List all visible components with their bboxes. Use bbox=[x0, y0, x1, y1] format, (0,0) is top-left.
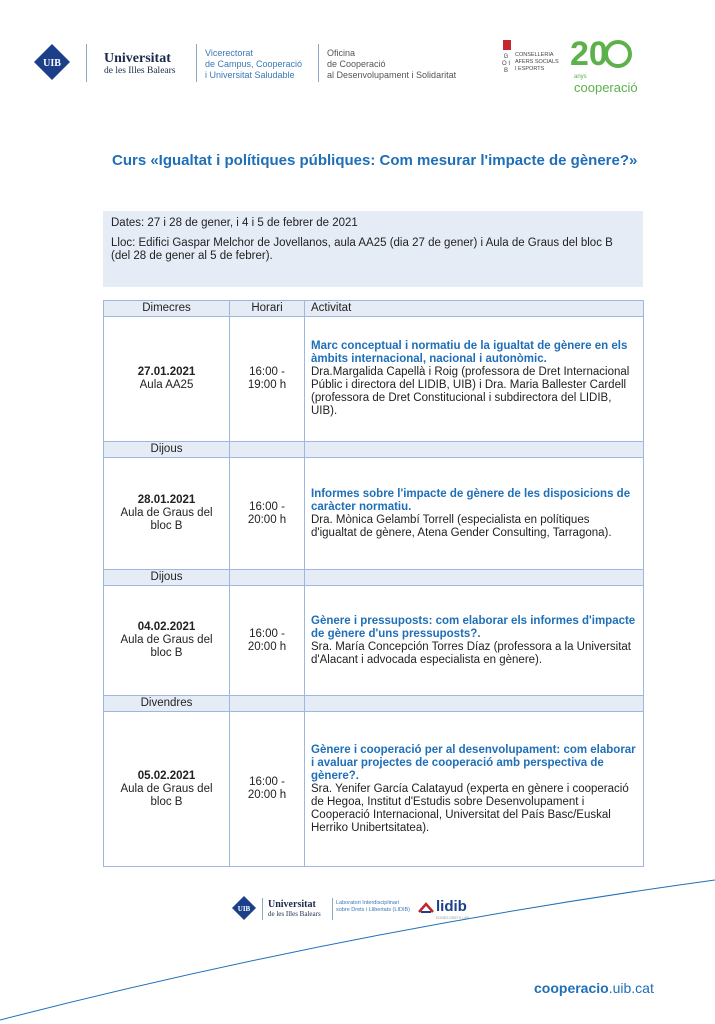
page-header bbox=[0, 30, 715, 100]
day-row bbox=[104, 570, 644, 586]
header-divider bbox=[86, 44, 87, 82]
table-row bbox=[104, 712, 644, 867]
course-dates: Dates: 27 i 28 de gener, i 4 i 5 de febrer de 2021 bbox=[111, 217, 358, 229]
govern-shield-icon bbox=[503, 40, 511, 50]
day-label: Dijous bbox=[104, 442, 230, 458]
decorative-curve bbox=[0, 870, 715, 1024]
svg-text:UIB: UIB bbox=[237, 905, 251, 913]
header-divider bbox=[318, 44, 319, 82]
activity-title: Gènere i pressuposts: com elaborar els informes d'impacte de gènere d'uns pressuposts?. bbox=[311, 614, 636, 640]
activity-title: Informes sobre l'impacte de gènere de les disposicions de caràcter normatiu. bbox=[311, 487, 631, 513]
session-date-cell: 27.01.2021 Aula AA25 bbox=[104, 317, 230, 442]
session-time-cell: 16:00 - 20:00 h bbox=[230, 712, 305, 867]
page-title: Curs «Igualtat i polítiques públiques: Com mesurar l'impacte de gènere?» bbox=[112, 152, 638, 169]
session-time-cell: 16:00 - 20:00 h bbox=[230, 458, 305, 570]
20-anys-cooperacio-logo: 20 anys cooperació bbox=[570, 35, 638, 95]
session-activity-cell bbox=[305, 317, 644, 442]
course-info-box bbox=[103, 211, 643, 287]
session-time-cell: 16:00 - 19:00 h bbox=[230, 317, 305, 442]
activity-title: Gènere i cooperació per al desenvolupament: com elaborar i avaluar projectes de cooperació amb perspectiva de gènere?. bbox=[311, 743, 636, 782]
website-link[interactable]: cooperacio.uib.cat bbox=[534, 980, 654, 996]
conselleria-logo: G O I B CONSELLERIA AFERS SOCIALS I ESPORTS bbox=[499, 40, 561, 90]
session-activity-cell bbox=[305, 458, 644, 570]
lidib-lab-label: Laboratori Interdisciplinari sobre Drets i Llibertats (LIDIB) bbox=[336, 900, 410, 913]
table-header-row bbox=[104, 301, 644, 317]
svg-text:UIB: UIB bbox=[43, 58, 61, 69]
session-date-cell: 28.01.2021 Aula de Graus del bloc B bbox=[104, 458, 230, 570]
column-header: Horari bbox=[230, 301, 305, 317]
session-date-cell: 05.02.2021 Aula de Graus del bloc B bbox=[104, 712, 230, 867]
schedule-table bbox=[103, 300, 644, 867]
day-row bbox=[104, 696, 644, 712]
session-time-cell: 16:00 - 20:00 h bbox=[230, 586, 305, 696]
table-row bbox=[104, 586, 644, 696]
activity-speakers: Dra. Mònica Gelambí Torrell (especialista en polítiques d'igualtat de gènere, Atena Gender Consulting, Tarragona). bbox=[311, 513, 612, 539]
table-row bbox=[104, 458, 644, 570]
oficina-label: Oficina de Cooperació al Desenvolupament i Solidaritat bbox=[327, 48, 457, 80]
column-header: Activitat bbox=[305, 301, 644, 317]
globe-icon bbox=[604, 40, 632, 68]
day-row bbox=[104, 442, 644, 458]
activity-title: Marc conceptual i normatiu de la igualtat de gènere en els àmbits internacional, nacional i autonòmic. bbox=[311, 340, 628, 365]
day-label: Divendres bbox=[104, 696, 230, 712]
session-date-cell: 04.02.2021 Aula de Graus del bloc B bbox=[104, 586, 230, 696]
uib-logo-icon bbox=[34, 44, 70, 80]
activity-speakers: Sra. Yenifer García Calatayud (experta en gènere i cooperació de Hegoa, Institut d'Estudis sobre Desenvolupament i Cooperació Internacional, Universitat del País Basc/Euskal Herriko Unibertsitatea). bbox=[311, 782, 629, 834]
activity-speakers: Dra.Margalida Capellà i Roig (professora de Dret Internacional Públic i directora del LIDIB, UIB) i Dra. Maria Ballester Cardell (professora de Dret Constitucional i subdirectora del LIDIB, UIB). bbox=[311, 366, 630, 417]
vicerectorat-label: Vicerectorat de Campus, Cooperació i Universitat Saludable bbox=[205, 48, 303, 80]
session-activity-cell bbox=[305, 586, 644, 696]
day-label: Dijous bbox=[104, 570, 230, 586]
table-row bbox=[104, 317, 644, 442]
activity-speakers: Sra. María Concepción Torres Díaz (professora a la Universitat d'Alacant i advocada especialista en gènere). bbox=[311, 640, 632, 666]
column-header: Dimecres bbox=[104, 301, 230, 317]
header-divider bbox=[196, 44, 197, 82]
session-activity-cell bbox=[305, 712, 644, 867]
course-location: Lloc: Edifici Gaspar Melchor de Jovellanos, aula AA25 (dia 27 de gener) i Aula de Graus del bloc B (del 28 de gener al 5 de febrer). bbox=[111, 237, 613, 262]
uib-wordmark: Universitat de les Illes Balears bbox=[104, 51, 176, 76]
footer-logos: UIB Universitat de les Illes Balears Laboratori Interdisciplinari sobre Drets i Llibertats (LIDIB) lidib DONES DRETS LAB bbox=[232, 892, 502, 926]
uib-wordmark: Universitat de les Illes Balears bbox=[268, 899, 321, 918]
